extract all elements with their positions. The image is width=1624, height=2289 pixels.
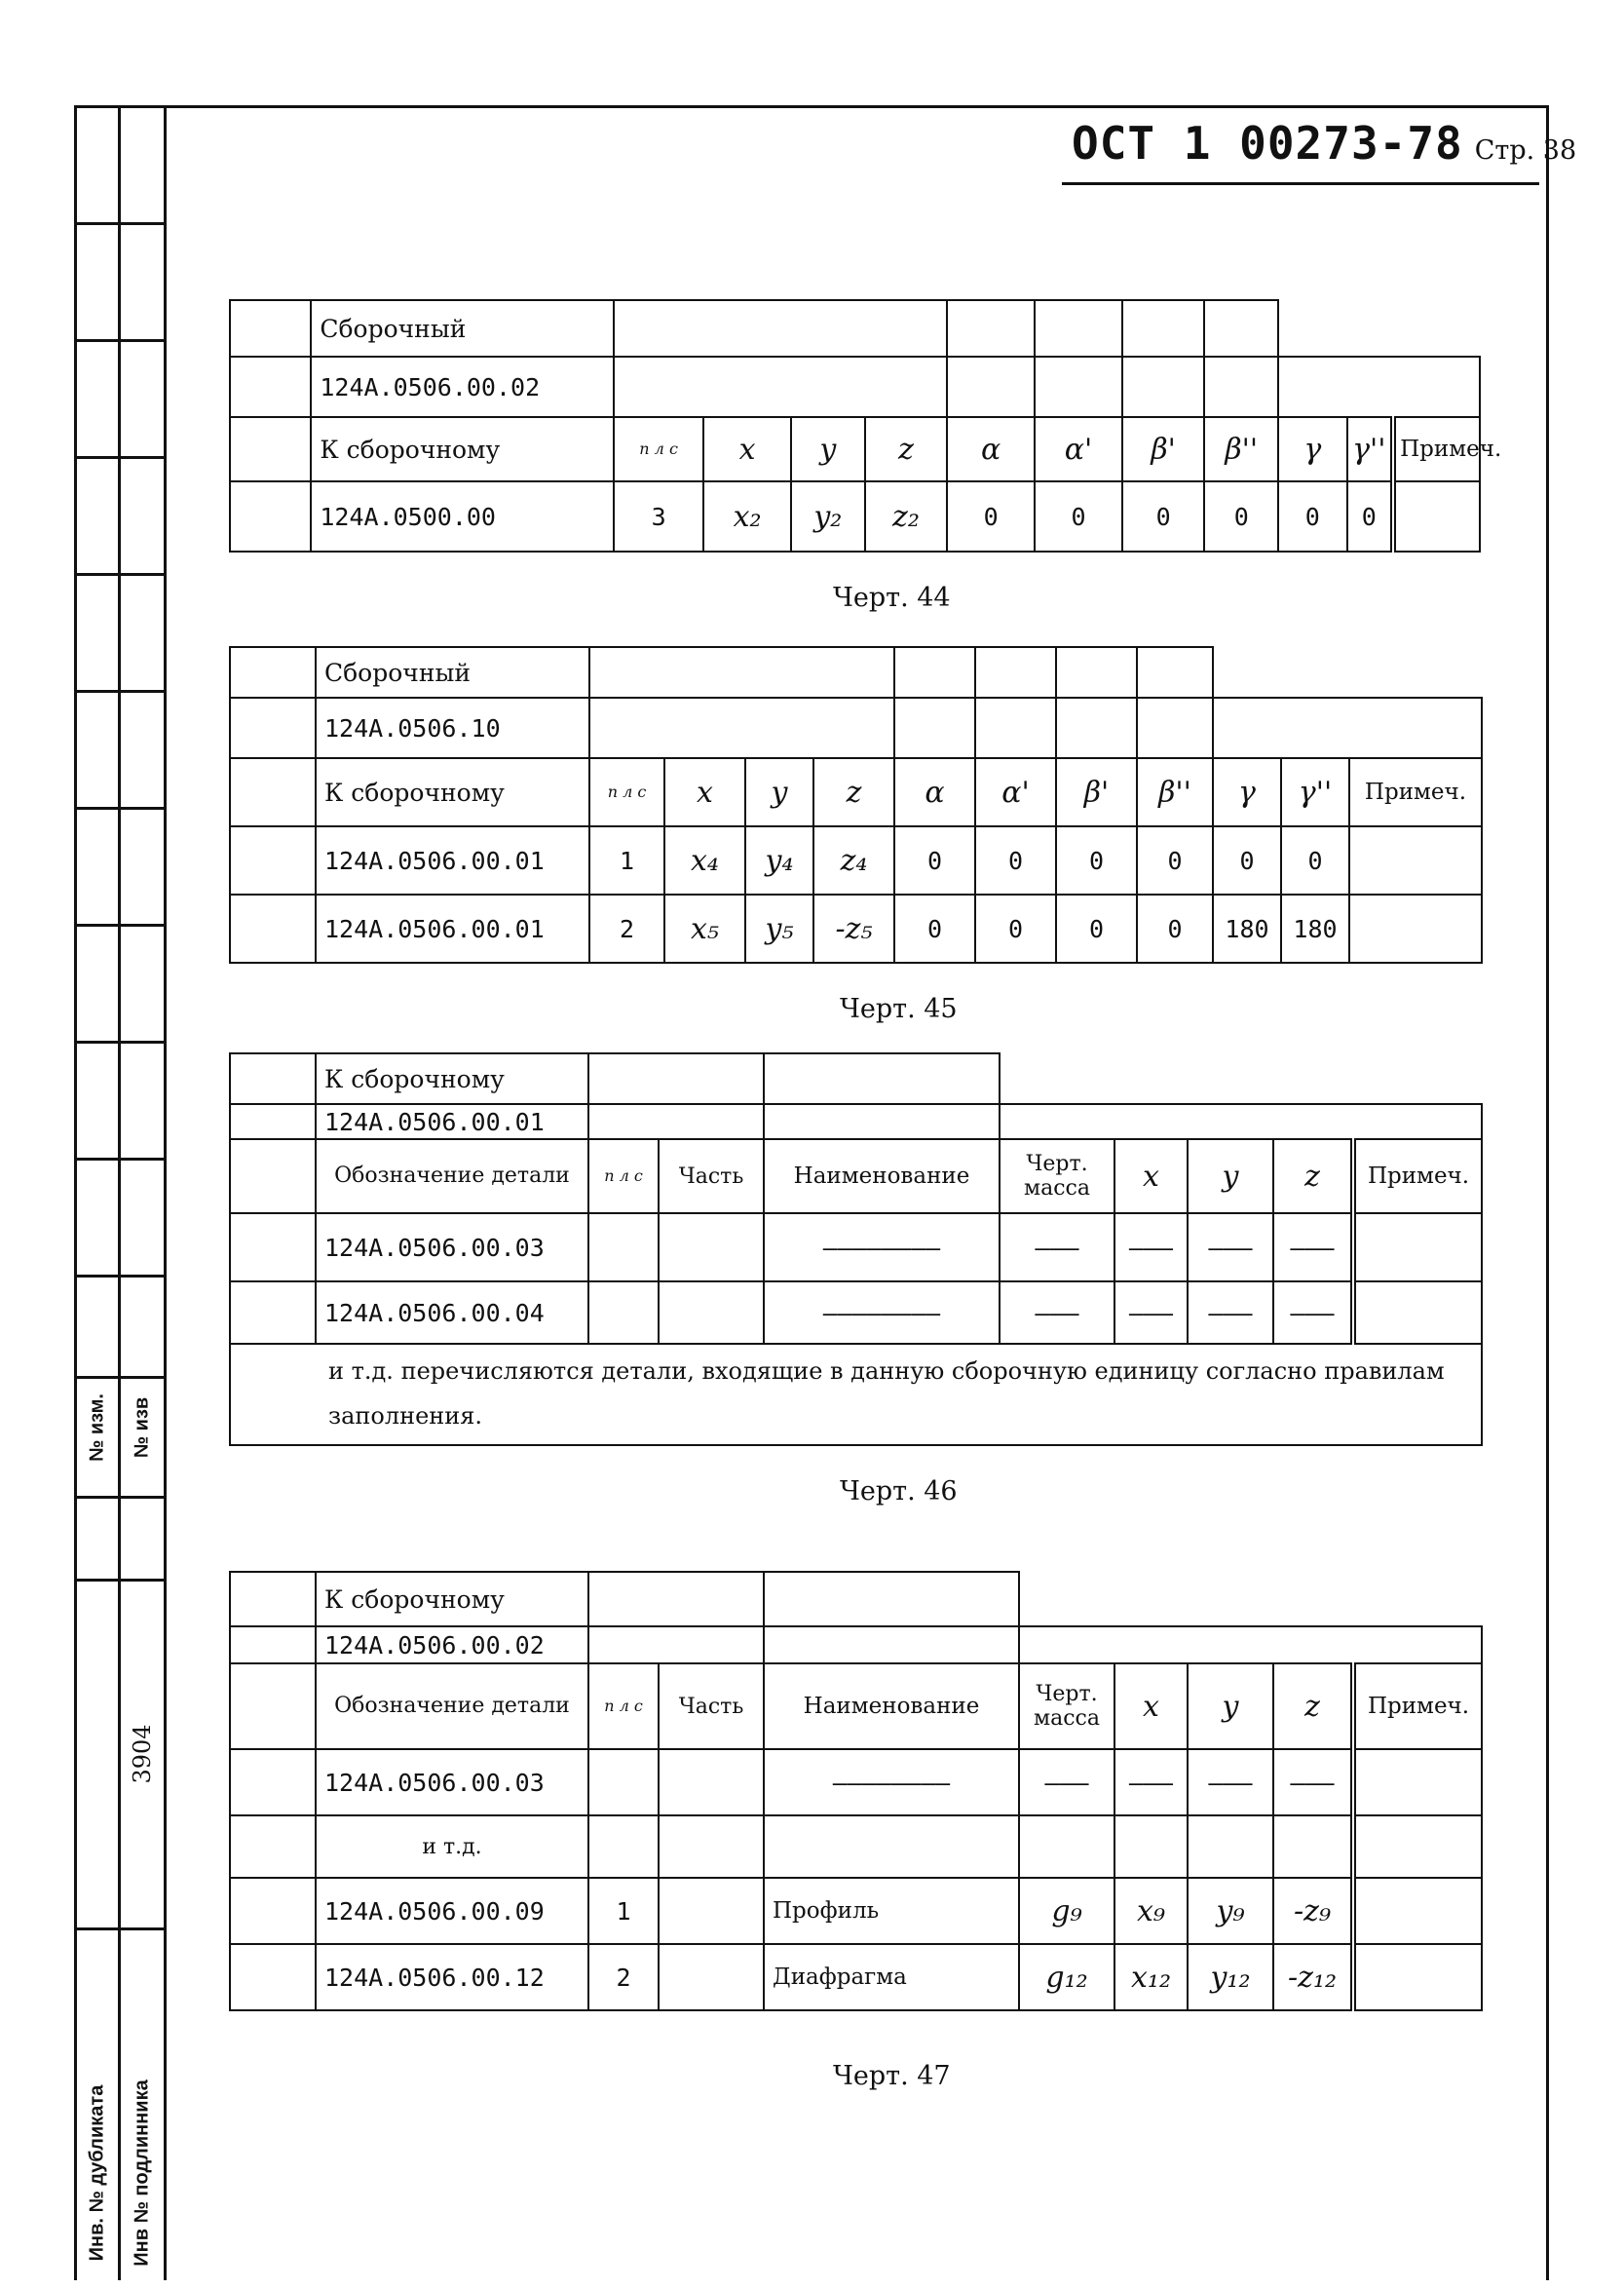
fig44-cell-1: 3 [614, 481, 703, 552]
fig45-r0-c3: y₄ [745, 826, 813, 895]
fig47-r2-c0: 124А.0506.00.09 [316, 1878, 588, 1944]
fig46-note: и т.д. перечисляются детали, входящие в данную сборочную единицу согласно правилам заполнения. [230, 1344, 1482, 1445]
form-fig46 [229, 1052, 1483, 1446]
fig45-r2: 124А.0506.10 [316, 698, 589, 758]
fig45-r0-c1: 1 [589, 826, 664, 895]
fig47-r0-c8 [1353, 1749, 1482, 1815]
fig46-r0-c6: ——— [1188, 1213, 1273, 1281]
fig46-r1-c3: ———————— [764, 1281, 1000, 1344]
fig45-r0-c10: 0 [1281, 826, 1349, 895]
fig46-r0-c2 [659, 1213, 764, 1281]
table-row [230, 1815, 1482, 1878]
fig47-r1-c7 [1273, 1815, 1353, 1878]
fig45-r1-c8: 0 [1137, 895, 1213, 963]
fig47-r3-c2 [659, 1944, 764, 2010]
fig46-col-2: Часть [659, 1139, 764, 1213]
fig44-cell-3: y₂ [791, 481, 865, 552]
fig46-r1-c8 [1353, 1281, 1482, 1344]
border-left-inner [164, 107, 167, 2280]
table-row [230, 1944, 1482, 2010]
fig47-r2: 124А.0506.00.02 [316, 1626, 588, 1663]
fig45-col-6: α' [975, 758, 1056, 826]
fig44-col-1: п л с [614, 417, 703, 481]
fig45-col-7: β' [1056, 758, 1137, 826]
fig45-r1-c5: 0 [894, 895, 975, 963]
fig44-col-6: α' [1035, 417, 1122, 481]
strip-divider [74, 1158, 166, 1161]
fig46-col-0: Обозначение детали [316, 1139, 588, 1213]
fig45-r0-c8: 0 [1137, 826, 1213, 895]
fig47-r1-c5 [1114, 1815, 1188, 1878]
fig47-r2-c2 [659, 1878, 764, 1944]
fig46-r1-c5: ——— [1114, 1281, 1188, 1344]
table-row [230, 895, 1482, 963]
table-row [230, 826, 1482, 895]
strip-divider [74, 1927, 166, 1930]
fig44-cell-0: 124А.0500.00 [311, 481, 614, 552]
fig44-col-5: α [947, 417, 1035, 481]
fig47-r2-c4: g₉ [1019, 1878, 1114, 1944]
fig47-r3-c6: y₁₂ [1188, 1944, 1273, 2010]
fig45-col-11: Примеч. [1349, 758, 1482, 826]
fig46-r0-c1 [588, 1213, 659, 1281]
fig45-r0-c5: 0 [894, 826, 975, 895]
caption-fig45: Черт. 45 [840, 994, 958, 1024]
fig46-r0-c5: ——— [1114, 1213, 1188, 1281]
page-number: Стр. 38 [1474, 135, 1577, 166]
fig44-cell-5: 0 [947, 481, 1035, 552]
fig47-r1-c3 [764, 1815, 1019, 1878]
fig44-cell-4: z₂ [865, 481, 947, 552]
fig47-r3-c8 [1353, 1944, 1482, 2010]
fig45-col-3: y [745, 758, 813, 826]
fig47-col-7: z [1273, 1663, 1353, 1749]
fig44-col-8: β'' [1204, 417, 1278, 481]
strip-number: 3904 [129, 1724, 156, 1784]
fig45-col-5: α [894, 758, 975, 826]
fig45-r1-c2: x₅ [664, 895, 745, 963]
fig46-col-1: п л с [588, 1139, 659, 1213]
fig44-r1: Сборочный [311, 300, 614, 357]
fig47-r0-c3: ———————— [764, 1749, 1019, 1815]
table-row [230, 1281, 1482, 1344]
caption-fig47: Черт. 47 [833, 2061, 951, 2091]
fig45-col-1: п л с [589, 758, 664, 826]
fig45-r0-c4: z₄ [813, 826, 894, 895]
fig46-col-5: x [1114, 1139, 1188, 1213]
fig46-col-7: z [1273, 1139, 1353, 1213]
fig47-r0-c5: ——— [1114, 1749, 1188, 1815]
strip-divider [74, 807, 166, 810]
fig45-col-0: К сборочному [316, 758, 589, 826]
fig46-r0-c4: ——— [1000, 1213, 1114, 1281]
fig47-col-5: x [1114, 1663, 1188, 1749]
fig46-r1: К сборочному [316, 1053, 588, 1104]
caption-fig46: Черт. 46 [840, 1476, 958, 1507]
fig45-r1-c0: 124А.0506.00.01 [316, 895, 589, 963]
fig44-cell-10: 0 [1347, 481, 1394, 552]
fig45-col-8: β'' [1137, 758, 1213, 826]
fig47-col-8: Примеч. [1353, 1663, 1482, 1749]
fig45-col-2: x [664, 758, 745, 826]
fig46-r0-c0: 124А.0506.00.03 [316, 1213, 588, 1281]
fig47-r3-c7: -z₁₂ [1273, 1944, 1353, 2010]
fig44-cell-11 [1393, 481, 1480, 552]
fig44-cell-6: 0 [1035, 481, 1122, 552]
fig47-col-0: Обозначение детали [316, 1663, 588, 1749]
fig46-col-6: y [1188, 1139, 1273, 1213]
fig46-r1-c7: ——— [1273, 1281, 1353, 1344]
fig45-r1-c9: 180 [1213, 895, 1281, 963]
fig44-col-0: К сборочному [311, 417, 614, 481]
fig45-col-9: γ [1213, 758, 1281, 826]
border-top [74, 105, 1549, 108]
fig47-r0-c4: ——— [1019, 1749, 1114, 1815]
fig45-col-4: z [813, 758, 894, 826]
fig46-r1-c0: 124А.0506.00.04 [316, 1281, 588, 1344]
fig45-r0-c9: 0 [1213, 826, 1281, 895]
fig47-r0-c0: 124А.0506.00.03 [316, 1749, 588, 1815]
fig44-col-10: γ'' [1347, 417, 1394, 481]
fig47-r2-c6: y₉ [1188, 1878, 1273, 1944]
table-row [230, 1213, 1482, 1281]
fig44-r2: 124А.0506.00.02 [311, 357, 614, 417]
strip-divider [74, 690, 166, 693]
fig44-col-9: γ [1278, 417, 1346, 481]
fig47-r1-c6 [1188, 1815, 1273, 1878]
fig46-r0-c7: ——— [1273, 1213, 1353, 1281]
fig44-cell-9: 0 [1278, 481, 1346, 552]
strip-divider [74, 222, 166, 225]
fig44-col-11: Примеч. [1393, 417, 1480, 481]
fig45-r1-c1: 2 [589, 895, 664, 963]
fig44-cell-7: 0 [1122, 481, 1204, 552]
fig45-r0-c2: x₄ [664, 826, 745, 895]
fig47-r1-c0: и т.д. [316, 1815, 588, 1878]
caption-fig44: Черт. 44 [833, 583, 951, 613]
fig44-cell-2: x₂ [703, 481, 791, 552]
fig46-r1-c4: ——— [1000, 1281, 1114, 1344]
fig45-col-10: γ'' [1281, 758, 1349, 826]
fig45-r0-c0: 124А.0506.00.01 [316, 826, 589, 895]
fig47-r3-c3: Диафрагма [764, 1944, 1019, 2010]
fig46-col-4: Черт. масса [1000, 1139, 1114, 1213]
fig47-r3-c1: 2 [588, 1944, 659, 2010]
fig47-col-6: y [1188, 1663, 1273, 1749]
fig46-col-8: Примеч. [1353, 1139, 1482, 1213]
strip-divider [74, 339, 166, 342]
fig47-r3-c5: x₁₂ [1114, 1944, 1188, 2010]
fig47-col-3: Наименование [764, 1663, 1019, 1749]
fig45-r0-c6: 0 [975, 826, 1056, 895]
strip-divider [74, 1579, 166, 1582]
fig44-cell-8: 0 [1204, 481, 1278, 552]
fig47-r0-c6: ——— [1188, 1749, 1273, 1815]
fig45-r0-c7: 0 [1056, 826, 1137, 895]
fig47-col-2: Часть [659, 1663, 764, 1749]
fig44-col-3: y [791, 417, 865, 481]
fig47-r2-c5: x₉ [1114, 1878, 1188, 1944]
fig47-r2-c1: 1 [588, 1878, 659, 1944]
fig47-col-1: п л с [588, 1663, 659, 1749]
doc-header [1072, 117, 1576, 170]
fig47-r0-c2 [659, 1749, 764, 1815]
strip-izv-label: № изв [131, 1396, 153, 1459]
fig47-r0-c7: ——— [1273, 1749, 1353, 1815]
fig47-r2-c7: -z₉ [1273, 1878, 1353, 1944]
table-row [230, 1878, 1482, 1944]
fig47-r1-c8 [1353, 1815, 1482, 1878]
fig47-r3-c0: 124А.0506.00.12 [316, 1944, 588, 2010]
strip-podl-label: Инв № подлинника [131, 2079, 153, 2267]
fig47-r2-c8 [1353, 1878, 1482, 1944]
border-left-middle [118, 107, 121, 2280]
table-row [230, 1749, 1482, 1815]
fig46-r0-c3: ———————— [764, 1213, 1000, 1281]
form-fig47 [229, 1571, 1483, 2011]
doc-number: ОСТ 1 00273-78 [1072, 117, 1463, 170]
strip-divider [74, 1041, 166, 1044]
fig45-r1-c3: y₅ [745, 895, 813, 963]
fig46-col-3: Наименование [764, 1139, 1000, 1213]
fig47-r1-c4 [1019, 1815, 1114, 1878]
strip-divider [74, 1376, 166, 1379]
fig46-r1-c2 [659, 1281, 764, 1344]
fig47-col-4: Черт. масса [1019, 1663, 1114, 1749]
strip-dubl-label: Инв. № дубликата [86, 2084, 108, 2262]
header-rule [1062, 182, 1539, 185]
border-left-outer [74, 107, 77, 2280]
table-row [230, 481, 1480, 552]
fig45-r1: Сборочный [316, 647, 589, 698]
fig46-r1-c6: ——— [1188, 1281, 1273, 1344]
fig47-r0-c1 [588, 1749, 659, 1815]
strip-divider [74, 456, 166, 459]
strip-divider [74, 1496, 166, 1499]
fig47-r1-c2 [659, 1815, 764, 1878]
form-fig44 [229, 299, 1502, 553]
fig45-r1-c4: -z₅ [813, 895, 894, 963]
fig44-col-4: z [865, 417, 947, 481]
fig47-r3-c4: g₁₂ [1019, 1944, 1114, 2010]
strip-izm-label: № изм. [86, 1393, 108, 1462]
fig47-r1: К сборочному [316, 1572, 588, 1626]
strip-divider [74, 924, 166, 927]
strip-divider [74, 573, 166, 576]
form-fig45 [229, 646, 1483, 964]
fig46-r2: 124А.0506.00.01 [316, 1104, 588, 1139]
fig47-r2-c3: Профиль [764, 1878, 1019, 1944]
fig45-r1-c10: 180 [1281, 895, 1349, 963]
fig45-r0-c11 [1349, 826, 1482, 895]
fig45-r1-c11 [1349, 895, 1482, 963]
fig44-col-2: x [703, 417, 791, 481]
strip-divider [74, 1275, 166, 1278]
fig44-col-7: β' [1122, 417, 1204, 481]
fig45-r1-c7: 0 [1056, 895, 1137, 963]
border-right [1546, 105, 1549, 2280]
fig45-r1-c6: 0 [975, 895, 1056, 963]
fig47-r1-c1 [588, 1815, 659, 1878]
fig46-r1-c1 [588, 1281, 659, 1344]
fig46-r0-c8 [1353, 1213, 1482, 1281]
